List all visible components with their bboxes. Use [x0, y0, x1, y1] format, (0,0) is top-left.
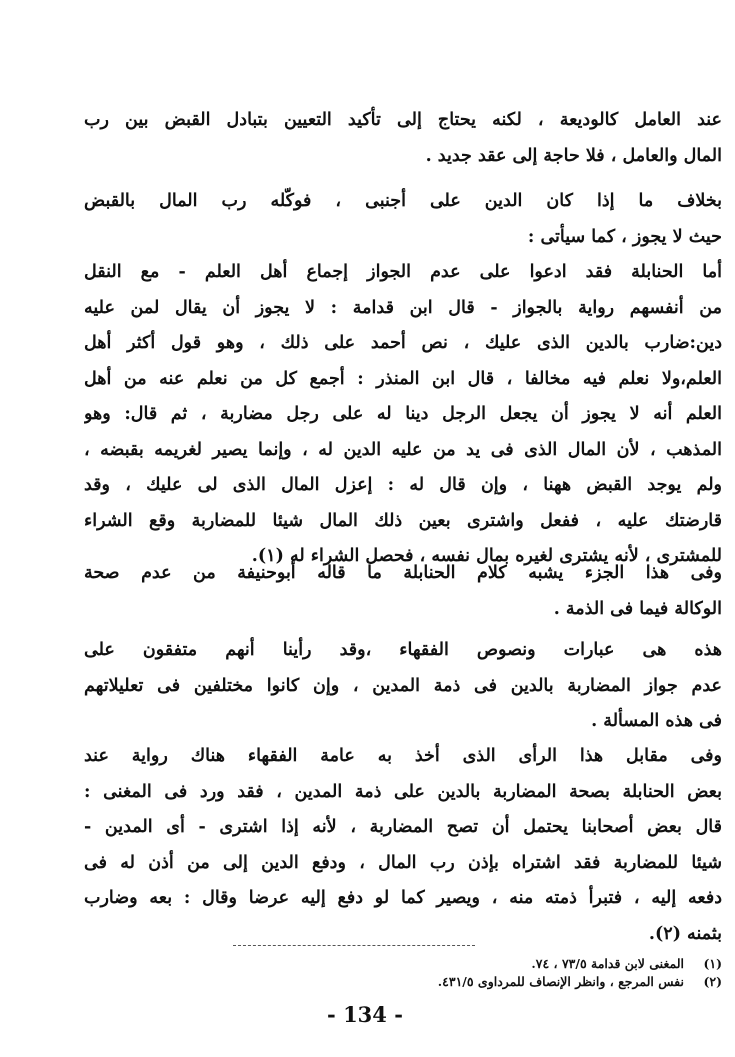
text-line: بثمنه (٢).: [648, 923, 722, 944]
text-line: المذهب ، لأن المال الذى فى يد من عليه الدين له ، وإنما يصير لغريمه بقبضه ،: [84, 439, 722, 460]
text-line: العلم أنه لا يجوز أن يجعل الرجل دينا له على رجل مضاربة ، ثم قال: وهو: [84, 404, 722, 424]
footnote-separator: [233, 945, 475, 946]
text-line: فى هذه المسألة .: [591, 711, 722, 731]
paragraph: [84, 255, 722, 575]
text-line: قارضتك عليه ، ففعل واشترى بعين ذلك المال شيئا للمضاربة وقع الشراء: [84, 510, 722, 531]
text-line: هذه هى عبارات ونصوص الفقهاء ،وقد رأينا أنهم متفقون على: [84, 640, 722, 660]
text-line: دفعه إليه ، فتبرأ ذمته منه ، ويصير كما لو دفع إليه عرضا وقال : بعه وضارب: [84, 888, 722, 908]
text-line: وفى هذا الجزء يشبه كلام الحنابلة ما قاله أبوحنيفة من عدم صحة: [84, 563, 722, 583]
text-line: أما الحنابلة فقد ادعوا على عدم الجواز إجماع أهل العلم - مع النقل: [84, 262, 722, 282]
text-line: دين:ضارب بالدين الذى عليك ، نص أحمد على ذلك ، وهو قول أكثر أهل: [84, 333, 722, 353]
page-number: - 134 -: [327, 1002, 403, 1027]
footnote: [250, 973, 722, 991]
paragraph: [84, 633, 722, 740]
text-line: شيئا للمضاربة فقد اشتراه بإذن رب المال ، ودفع الدين إلى من أذن له فى: [84, 852, 722, 873]
footnote-number: (٢): [703, 974, 722, 989]
text-line: عند العامل كالوديعة ، لكنه يحتاج إلى تأكيد التعيين بتبادل القبض بين رب: [84, 110, 722, 130]
footnote-text: نفس المرجع ، وانظر الإنصاف للمرداوى ٤٣١/٥.: [437, 974, 684, 989]
text-line: بعض الحنابلة بصحة المضاربة بالدين على ذمة المدين ، فقد ورد فى المغنى :: [84, 781, 722, 802]
text-line: حيث لا يجوز ، كما سيأتى :: [527, 226, 722, 247]
text-line: عدم جواز المضاربة بالدين فى ذمة المدين ، وإن كانوا مختلفين فى تعليلاتهم: [84, 675, 722, 696]
text-line: بخلاف ما إذا كان الدين على أجنبى ، فوكّله رب المال بالقبض: [84, 191, 722, 211]
footnotes: [250, 955, 722, 991]
footnote-text: المغنى لابن قدامة ٧٣/٥ ، ٧٤.: [531, 956, 684, 971]
text-line: قال بعض أصحابنا يحتمل أن تصح المضاربة ، لأنه إذا اشترى - أى المدين -: [84, 817, 722, 837]
paragraph: [84, 184, 722, 255]
text-line: المال والعامل ، فلا حاجة إلى عقد جديد .: [425, 145, 722, 166]
text-line: وفى مقابل هذا الرأى الذى أخذ به عامة الفقهاء هناك رواية عند: [84, 746, 722, 766]
paragraph: [84, 103, 722, 174]
paragraph: [84, 556, 722, 627]
text-line: من أنفسهم رواية بالجواز - قال ابن قدامة : لا يجوز أن يقال لمن عليه: [84, 297, 722, 318]
text-line: الوكالة فيما فى الذمة .: [553, 598, 722, 619]
text-line: العلم،ولا نعلم فيه مخالفا ، قال ابن المنذر : أجمع كل من نعلم عنه من أهل: [84, 368, 722, 389]
footnote: [250, 955, 722, 973]
text-line: ولم يوجد القبض ههنا ، وإن قال له : إعزل المال الذى لى عليك ، وقد: [84, 475, 722, 495]
text-line: للمشترى ، لأنه يشترى لغيره بمال نفسه ، فحصل الشراء له (١).: [251, 546, 722, 566]
paragraph: [84, 739, 722, 952]
footnote-number: (١): [703, 956, 722, 971]
